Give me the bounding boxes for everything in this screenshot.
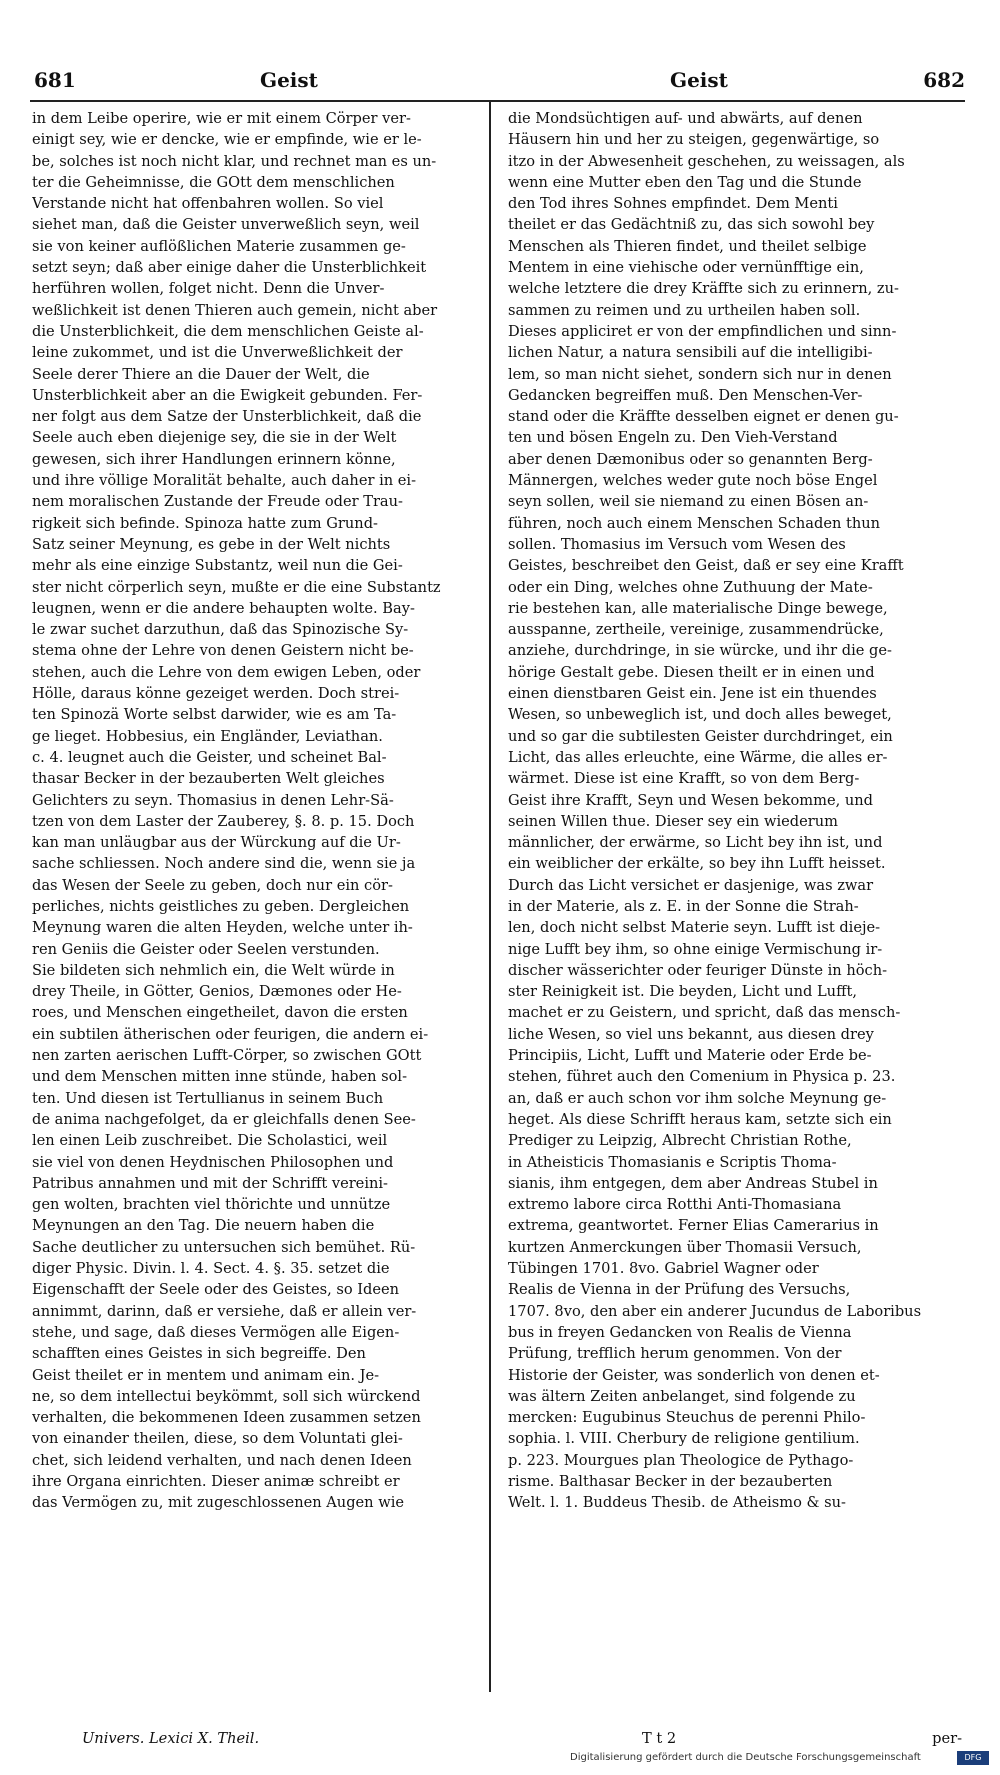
text-line: sollen. Thomasius im Versuch vom Wesen des <box>508 535 846 553</box>
text-line: an, daß er auch schon vor ihm solche Meynung ge- <box>508 1089 887 1107</box>
text-line: be, solches ist noch nicht klar, und rechnet man es un- <box>32 152 437 170</box>
text-line: Meynungen an den Tag. Die neuern haben die <box>32 1217 375 1235</box>
text-line: perliches, nichts geistliches zu geben. Dergleichen <box>32 897 410 915</box>
text-line: leine zukommet, und ist die Unverweßlichkeit der <box>32 344 403 362</box>
text-line: sie viel von denen Heydnischen Philosophen und <box>32 1153 394 1171</box>
digitization-credit: Digitalisierung gefördert durch die Deutsche Forschungsgemeinschaft <box>570 1752 921 1763</box>
text-line: len einen Leib zuschreibet. Die Scholastici, weil <box>32 1132 388 1150</box>
text-line: diger Physic. Divin. l. 4. Sect. 4. §. 35. setzet die <box>32 1260 390 1278</box>
text-line: sianis, ihm entgegen, dem aber Andreas Stubel in <box>508 1174 878 1192</box>
text-line: Gedancken begreiffen muß. Den Menschen-Ver- <box>508 386 863 404</box>
text-line: Verstande nicht hat offenbahren wollen. So viel <box>32 195 384 213</box>
dfg-logo-icon: DFG <box>957 1751 989 1765</box>
text-line: machet er zu Geistern, und spricht, daß das mensch- <box>508 1004 901 1022</box>
text-line: ster nicht cörperlich seyn, mußte er die eine Substantz <box>32 578 441 596</box>
text-line: Historie der Geister, was sonderlich von denen et- <box>508 1366 880 1384</box>
text-line: Seele derer Thiere an die Dauer der Welt, die <box>32 365 370 383</box>
text-line: c. 4. leugnet auch die Geister, und scheinet Bal- <box>32 748 387 766</box>
text-line: itzo in der Abwesenheit geschehen, zu weissagen, als <box>508 152 905 170</box>
text-line: seyn sollen, weil sie niemand zu einen Bösen an- <box>508 493 869 511</box>
text-line: sammen zu reimen und zu urtheilen haben soll. <box>508 301 861 319</box>
text-line: Männergen, welches weder gute noch böse Engel <box>508 472 878 490</box>
text-line: annimmt, darinn, daß er versiehe, daß er allein ver- <box>32 1302 417 1320</box>
text-line: Tübingen 1701. 8vo. Gabriel Wagner oder <box>508 1260 819 1278</box>
text-line: wenn eine Mutter eben den Tag und die Stunde <box>508 173 862 191</box>
text-line: heget. Als diese Schrifft heraus kam, setzte sich ein <box>508 1110 892 1128</box>
header-rule <box>30 100 965 102</box>
text-line: Häusern hin und her zu steigen, gegenwärtige, so <box>508 131 880 149</box>
running-head-left: Geist <box>260 68 318 92</box>
text-line: stand oder die Kräffte desselben eignet er denen gu- <box>508 408 899 426</box>
text-line: ten und bösen Engeln zu. Den Vieh-Verstand <box>508 429 838 447</box>
text-line: ge lieget. Hobbesius, ein Engländer, Leviathan. <box>32 727 383 745</box>
text-line: ten. Und diesen ist Tertullianus in seinem Buch <box>32 1089 384 1107</box>
text-line: p. 223. Mourgues plan Theologice de Pythago- <box>508 1451 854 1469</box>
text-line: Satz seiner Meynung, es gebe in der Welt nichts <box>32 535 391 553</box>
text-line: stehe, und sage, daß dieses Vermögen alle Eigen- <box>32 1323 400 1341</box>
column-divider <box>489 102 491 1692</box>
text-line: männlicher, der erwärme, so Licht bey ihn ist, und <box>508 834 883 852</box>
text-line: Licht, das alles erleuchte, eine Wärme, die alles er- <box>508 748 888 766</box>
text-line: die Unsterblichkeit, die dem menschlichen Geiste al- <box>32 322 424 340</box>
text-line: ihre Organa einrichten. Dieser animæ schreibt er <box>32 1473 400 1490</box>
text-line: stema ohne der Lehre von denen Geistern nicht be- <box>32 642 414 660</box>
text-line: schafften eines Geistes in sich begreiffe. Den <box>32 1345 366 1363</box>
page-number-right: 682 <box>923 68 965 92</box>
page-number-left: 681 <box>34 68 76 92</box>
text-line: Unsterblichkeit aber an die Ewigkeit gebunden. Fer- <box>32 386 423 404</box>
text-line: liche Wesen, so viel uns bekannt, aus diesen drey <box>508 1025 874 1043</box>
left-column <box>32 108 472 1514</box>
text-line: und so gar die subtilesten Geister durchdringet, ein <box>508 727 893 745</box>
text-line: einigt sey, wie er dencke, wie er empfinde, wie er le- <box>32 131 422 149</box>
text-line: nen zarten aerischen Lufft-Cörper, so zwischen GOtt <box>32 1047 422 1065</box>
text-line: ausspanne, zertheile, vereinige, zusammendrücke, <box>508 621 884 639</box>
text-line: gen wolten, brachten viel thörichte und unnütze <box>32 1196 391 1214</box>
text-line: Dieses appliciret er von der empfindlichen und sinn- <box>508 322 897 340</box>
text-line: ein subtilen ätherischen oder feurigen, die andern ei- <box>32 1025 429 1043</box>
text-line: mercken: Eugubinus Steuchus de perenni Philo- <box>508 1409 866 1427</box>
text-line: hörige Gestalt gebe. Diesen theilt er in einen und <box>508 663 875 681</box>
text-line: rie bestehen kan, alle materialische Dinge bewege, <box>508 599 888 617</box>
right-column <box>508 108 948 1514</box>
text-line: Menschen als Thieren findet, und theilet selbige <box>508 237 867 255</box>
text-line: von einander theilen, diese, so dem Voluntati glei- <box>32 1430 403 1448</box>
text-line: stehen, führet auch den Comenium in Physica p. 23. <box>508 1068 896 1086</box>
text-line: discher wässerichter oder feuriger Dünste in höch- <box>508 961 888 979</box>
text-line: lem, so man nicht siehet, sondern sich nur in denen <box>508 365 892 383</box>
text-line: Welt. l. 1. Buddeus Thesib. de Atheismo & su- <box>508 1494 846 1512</box>
catchword: per- <box>932 1730 962 1747</box>
text-line: leugnen, wenn er die andere behaupten wolte. Bay- <box>32 599 415 617</box>
text-line: welche letztere die drey Kräffte sich zu erinnern, zu- <box>508 280 899 298</box>
text-line: das Vermögen zu, mit zugeschlossenen Augen wie <box>32 1494 405 1512</box>
text-line: das Wesen der Seele zu geben, doch nur ein cör- <box>32 876 393 894</box>
text-line: ten Spinozä Worte selbst darwider, wie es am Ta- <box>32 706 397 724</box>
text-line: lichen Natur, a natura sensibili auf die intelligibi- <box>508 344 873 362</box>
text-line: Seele auch eben diejenige sey, die sie in der Welt <box>32 429 397 447</box>
text-line: in der Materie, als z. E. in der Sonne die Strah- <box>508 897 859 915</box>
text-line: sie von keiner auflößlichen Materie zusammen ge- <box>32 237 406 255</box>
text-line: extremo labore circa Rotthi Anti-Thomasiana <box>508 1196 842 1214</box>
text-line: weßlichkeit ist denen Thieren auch gemein, nicht aber <box>32 301 438 319</box>
text-line: Geistes, beschreibet den Geist, daß er sey eine Krafft <box>508 557 904 575</box>
text-line: herführen wollen, folget nicht. Denn die Unver- <box>32 280 385 298</box>
text-line: kan man unläugbar aus der Würckung auf die Ur- <box>32 834 401 852</box>
text-line: wärmet. Diese ist eine Krafft, so von dem Berg- <box>508 770 860 788</box>
page-header <box>30 62 965 96</box>
text-line: und ihre völlige Moralität behalte, auch daher in ei- <box>32 472 417 490</box>
running-head-right: Geist <box>670 68 728 92</box>
text-line: und dem Menschen mitten inne stünde, haben sol- <box>32 1068 407 1086</box>
text-line: Sache deutlicher zu untersuchen sich bemühet. Rü- <box>32 1238 416 1256</box>
text-line: roes, und Menschen eingetheilet, davon die ersten <box>32 1004 408 1022</box>
text-line: Prediger zu Leipzig, Albrecht Christian Rothe, <box>508 1132 852 1150</box>
text-line: drey Theile, in Götter, Genios, Dæmones oder He- <box>32 983 402 1001</box>
text-line: Prüfung, trefflich herum genommen. Von der <box>508 1345 842 1363</box>
text-line: Realis de Vienna in der Prüfung des Versuchs, <box>508 1281 851 1299</box>
signature-mark: T t 2 <box>642 1730 677 1747</box>
text-line: sophia. l. VIII. Cherbury de religione gentilium. <box>508 1430 860 1448</box>
text-line: was ältern Zeiten anbelanget, sind folgende zu <box>508 1387 856 1405</box>
text-line: extrema, geantwortet. Ferner Elias Camerarius in <box>508 1217 879 1235</box>
text-line: verhalten, die bekommenen Ideen zusammen setzen <box>32 1409 421 1427</box>
text-line: anziehe, durchdringe, in sie würcke, und ihr die ge- <box>508 642 892 660</box>
text-line: le zwar suchet darzuthun, daß das Spinozische Sy- <box>32 621 409 639</box>
text-line: setzt seyn; daß aber einige daher die Unsterblichkeit <box>32 259 427 277</box>
text-line: nem moralischen Zustande der Freude oder Trau- <box>32 493 403 511</box>
text-line: 1707. 8vo, den aber ein anderer Jucundus de Laboribus <box>508 1302 922 1320</box>
signature-left: Univers. Lexici X. Theil. <box>82 1730 260 1747</box>
text-line: den Tod ihres Sohnes empfindet. Dem Menti <box>508 195 838 213</box>
text-line: in dem Leibe operire, wie er mit einem Cörper ver- <box>32 110 411 127</box>
text-line: aber denen Dæmonibus oder so genannten Berg- <box>508 450 873 468</box>
text-line: Gelichters zu seyn. Thomasius in denen Lehr-Sä- <box>32 791 394 809</box>
text-line: Mentem in eine viehische oder vernünfftige ein, <box>508 259 864 277</box>
text-line: kurtzen Anmerckungen über Thomasii Versuch, <box>508 1238 862 1256</box>
text-line: Durch das Licht versichet er dasjenige, was zwar <box>508 876 874 894</box>
text-line: führen, noch auch einem Menschen Schaden thun <box>508 514 881 532</box>
text-line: ter die Geheimnisse, die GOtt dem menschlichen <box>32 173 395 191</box>
text-line: Geist ihre Krafft, Seyn und Wesen bekomme, und <box>508 791 874 809</box>
text-line: einen dienstbaren Geist ein. Jene ist ein thuendes <box>508 685 877 703</box>
text-line: Hölle, daraus könne gezeiget werden. Doch strei- <box>32 685 400 703</box>
text-line: Wesen, so unbeweglich ist, und doch alles beweget, <box>508 706 892 724</box>
text-line: ein weiblicher der erkälte, so bey ihn Lufft heisset. <box>508 855 886 873</box>
text-line: die Mondsüchtigen auf- und abwärts, auf denen <box>508 110 863 127</box>
text-line: ner folgt aus dem Satze der Unsterblichkeit, daß die <box>32 408 422 426</box>
page-footer <box>32 1730 962 1752</box>
text-line: risme. Balthasar Becker in der bezauberten <box>508 1473 833 1490</box>
text-line: in Atheisticis Thomasianis e Scriptis Thoma- <box>508 1153 837 1171</box>
text-line: ster Reinigkeit ist. Die beyden, Licht und Lufft, <box>508 983 857 1001</box>
text-line: Sie bildeten sich nehmlich ein, die Welt würde in <box>32 961 395 979</box>
text-line: thasar Becker in der bezauberten Welt gleiches <box>32 770 385 788</box>
text-line: ren Geniis die Geister oder Seelen verstunden. <box>32 940 380 958</box>
text-line: tzen von dem Laster der Zauberey, §. 8. p. 15. Doch <box>32 812 415 830</box>
text-line: sache schliessen. Noch andere sind die, wenn sie ja <box>32 855 416 873</box>
text-line: seinen Willen thue. Dieser sey ein wiederum <box>508 812 838 830</box>
text-line: mehr als eine einzige Substantz, weil nun die Gei- <box>32 557 403 575</box>
text-line: de anima nachgefolget, da er gleichfalls denen See- <box>32 1110 416 1128</box>
text-line: rigkeit sich befinde. Spinoza hatte zum Grund- <box>32 514 378 532</box>
text-line: gewesen, sich ihrer Handlungen erinnern könne, <box>32 450 396 468</box>
text-line: Eigenschafft der Seele oder des Geistes, so Ideen <box>32 1281 400 1299</box>
text-line: bus in freyen Gedancken von Realis de Vienna <box>508 1323 852 1341</box>
text-line: stehen, auch die Lehre von dem ewigen Leben, oder <box>32 663 421 681</box>
text-line: Meynung waren die alten Heyden, welche unter ih- <box>32 919 413 937</box>
text-line: Geist theilet er in mentem und animam ein. Je- <box>32 1366 380 1384</box>
text-line: theilet er das Gedächtniß zu, das sich sowohl bey <box>508 216 875 234</box>
text-line: oder ein Ding, welches ohne Zuthuung der Mate- <box>508 578 873 596</box>
text-line: Principiis, Licht, Lufft und Materie oder Erde be- <box>508 1047 872 1065</box>
text-line: nige Lufft bey ihm, so ohne einige Vermischung ir- <box>508 940 883 958</box>
text-line: siehet man, daß die Geister unverweßlich seyn, weil <box>32 216 420 234</box>
text-line: ne, so dem intellectui beykömmt, soll sich würckend <box>32 1387 421 1405</box>
text-line: len, doch nicht selbst Materie seyn. Lufft ist dieje- <box>508 919 881 937</box>
text-line: chet, sich leidend verhalten, und nach denen Ideen <box>32 1451 412 1469</box>
text-line: Patribus annahmen und mit der Schrifft vereini- <box>32 1174 388 1192</box>
